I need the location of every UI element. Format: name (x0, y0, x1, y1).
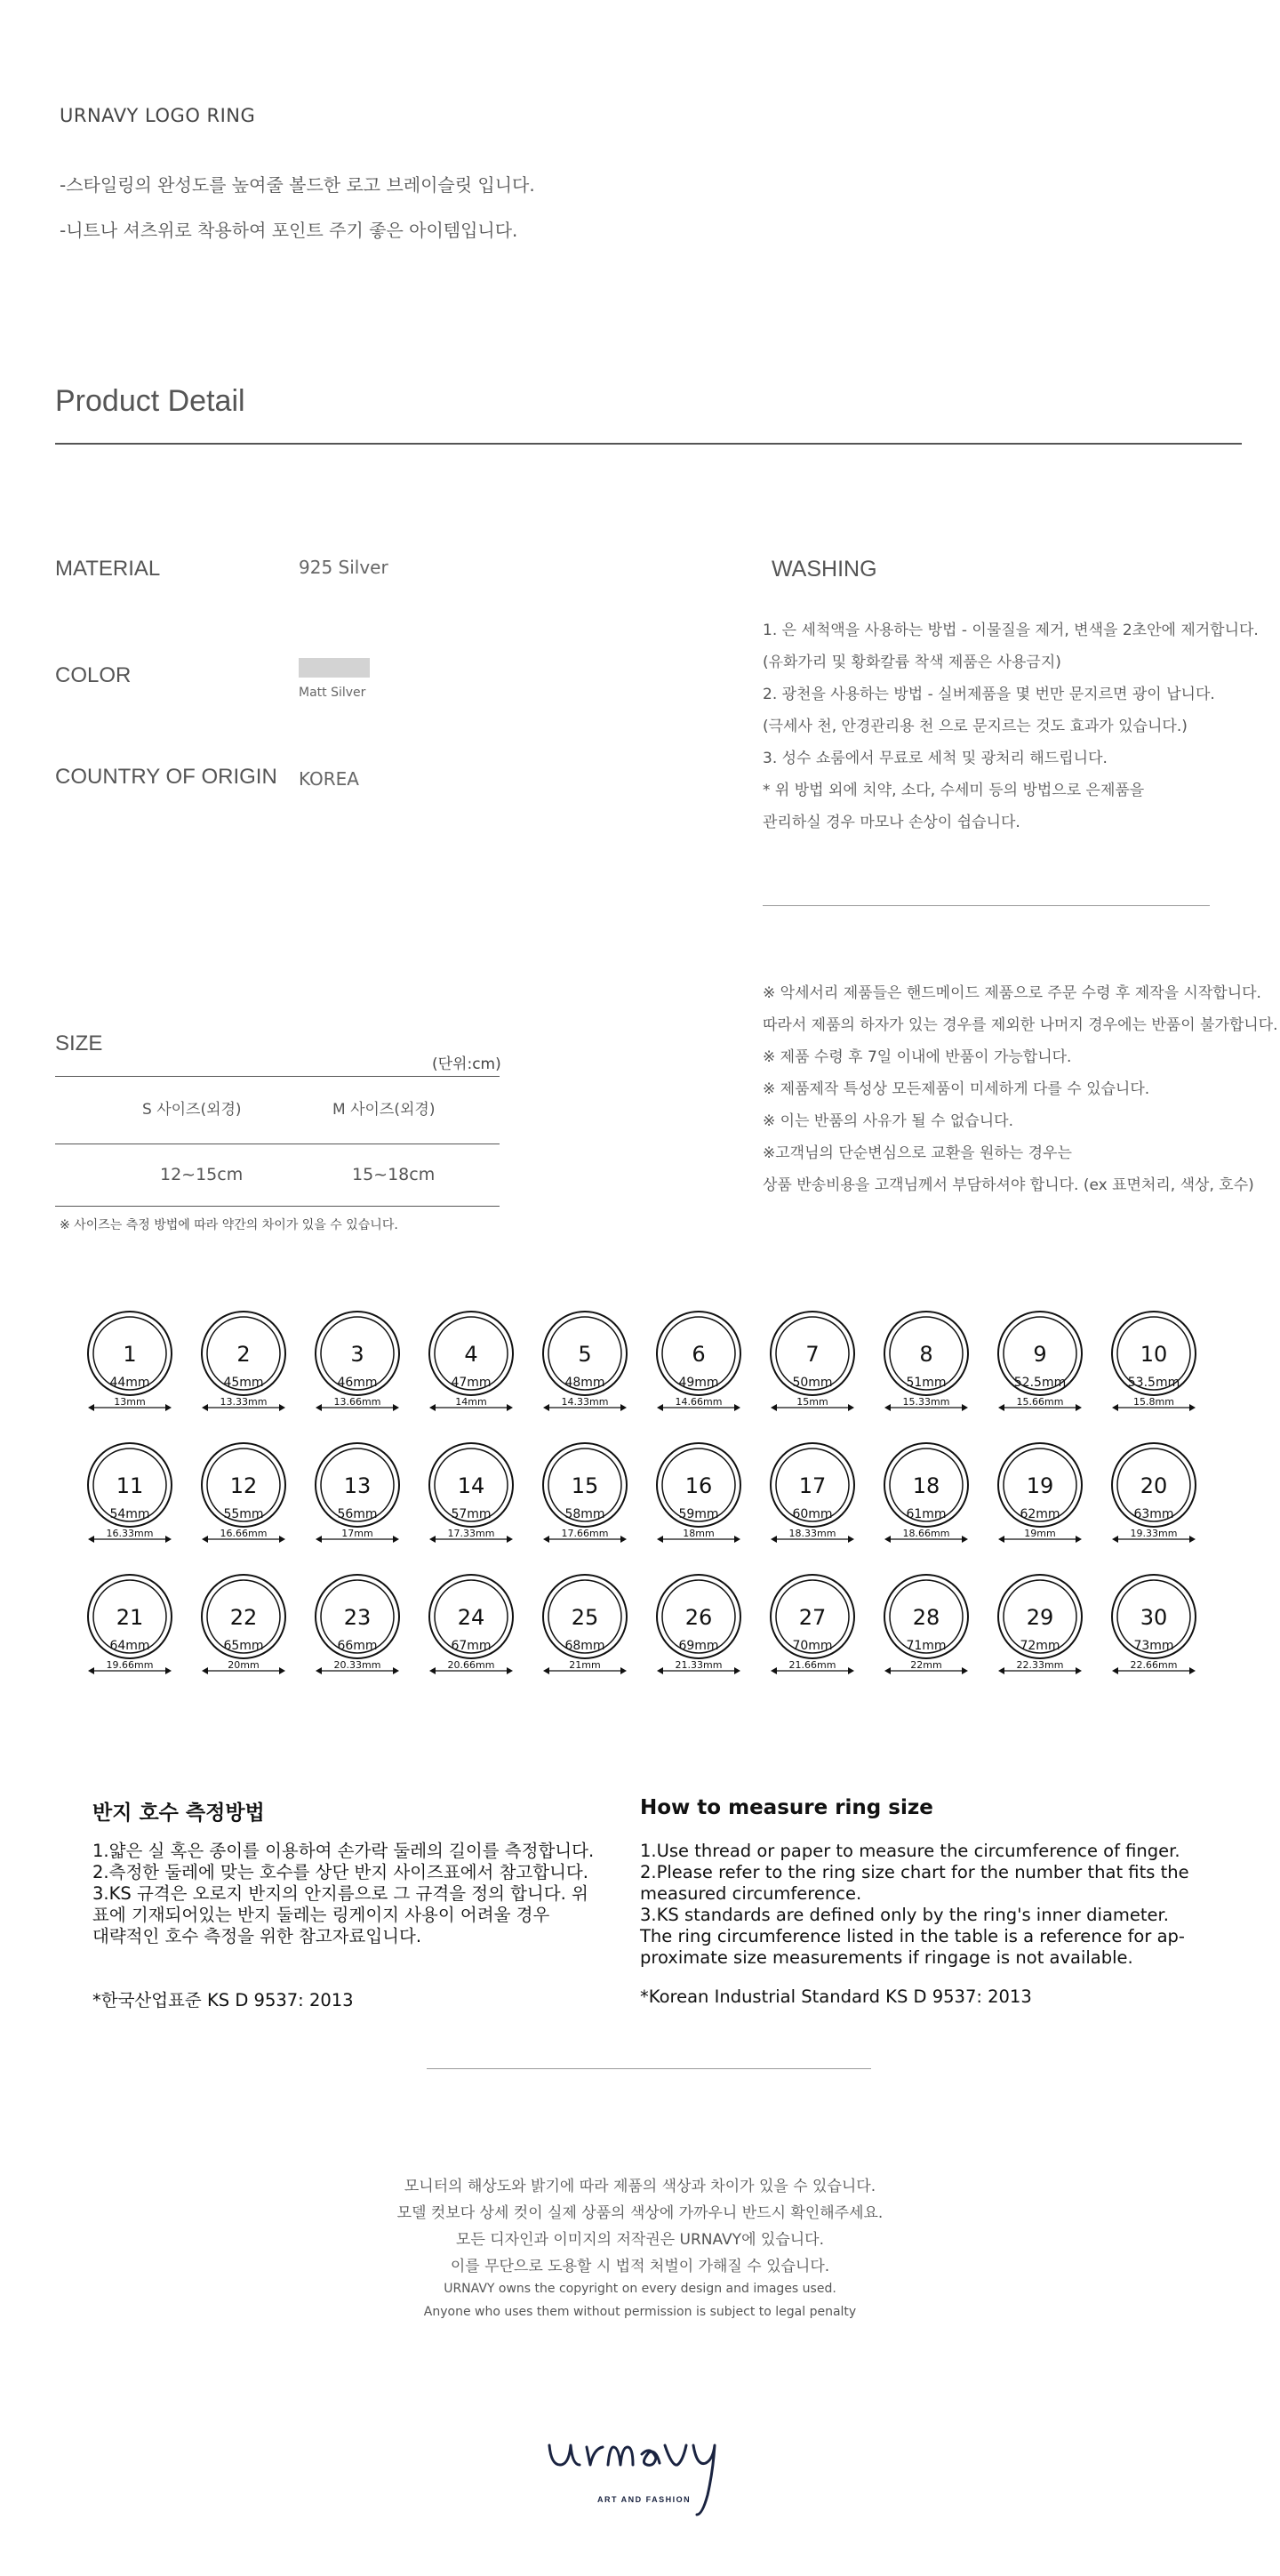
arrow-right-icon (620, 1404, 627, 1411)
measure-en-line: measured circumference. (640, 1883, 862, 1904)
measure-en-line: proximate size measurements if ringage is not available. (640, 1947, 1133, 1968)
ring-diameter-label: 22.66mm (1130, 1659, 1178, 1671)
arrow-right-icon (1076, 1536, 1082, 1543)
measure-en-body (640, 1841, 1209, 1969)
arrow-left-icon (657, 1536, 663, 1543)
arrow-left-icon (771, 1536, 777, 1543)
ring-size-number: 24 (457, 1605, 485, 1630)
washing-line: 2. 광천을 사용하는 방법 - 실버제품을 몇 번만 문지르면 광이 납니다. (763, 686, 1215, 703)
footer-ko-line: 이를 무단으로 도용할 시 법적 처벌이 가해질 수 있습니다. (450, 2258, 830, 2275)
color-label: COLOR (55, 663, 132, 687)
origin-value: KOREA (299, 768, 359, 790)
ring-circumference-label: 71mm (906, 1639, 947, 1653)
ring-size-number: 22 (229, 1605, 258, 1630)
arrow-right-icon (165, 1404, 172, 1411)
ring-circumference-label: 55mm (223, 1507, 264, 1521)
ring-size-item (771, 1443, 854, 1543)
ring-circumference-label: 51mm (906, 1376, 947, 1390)
washing-title: WASHING (772, 557, 877, 582)
product-name: URNAVY LOGO RING (60, 105, 256, 126)
notice-line: ※고객님의 단순변심으로 교환을 원하는 경우는 (763, 1144, 1072, 1162)
size-header-s: S 사이즈(외경) (142, 1101, 242, 1119)
arrow-right-icon (848, 1404, 854, 1411)
ring-size-item (202, 1312, 285, 1411)
arrow-left-icon (998, 1536, 1004, 1543)
footer-ko-line: 모니터의 해상도와 밝기에 따라 제품의 색상과 차이가 있을 수 있습니다. (404, 2178, 876, 2195)
arrow-right-icon (279, 1667, 285, 1674)
arrow-right-icon (962, 1667, 968, 1674)
footer-divider (427, 2068, 871, 2069)
ring-diameter-label: 14mm (455, 1396, 487, 1408)
ring-size-item (657, 1443, 740, 1543)
arrow-right-icon (165, 1536, 172, 1543)
color-swatch (299, 658, 370, 678)
ring-diameter-label: 13mm (114, 1396, 146, 1408)
arrow-right-icon (620, 1536, 627, 1543)
size-value-s: 12~15cm (160, 1165, 244, 1184)
ring-diameter-label: 13.33mm (220, 1396, 268, 1408)
arrow-left-icon (202, 1667, 208, 1674)
measure-en-line: The ring circumference listed in the table is a reference for ap- (640, 1926, 1185, 1946)
ring-size-number: 15 (571, 1473, 599, 1498)
ring-size-number: 14 (457, 1473, 485, 1498)
arrow-right-icon (962, 1404, 968, 1411)
arrow-right-icon (734, 1667, 740, 1674)
footer-en-line: URNAVY owns the copyright on every design and images used. (444, 2282, 836, 2296)
arrow-left-icon (202, 1404, 208, 1411)
ring-diameter-label: 14.66mm (675, 1396, 723, 1408)
arrow-left-icon (1112, 1667, 1118, 1674)
arrow-left-icon (316, 1667, 322, 1674)
arrow-left-icon (998, 1667, 1004, 1674)
arrow-right-icon (1189, 1404, 1196, 1411)
ring-size-item (88, 1443, 172, 1543)
ring-size-item (316, 1575, 399, 1674)
ring-size-number: 16 (684, 1473, 713, 1498)
ring-size-number: 25 (571, 1605, 599, 1630)
ring-diameter-label: 19.66mm (106, 1659, 154, 1671)
ring-size-item (202, 1443, 285, 1543)
arrow-right-icon (1189, 1536, 1196, 1543)
svg-text:ART AND FASHION: ART AND FASHION (597, 2495, 692, 2504)
size-title: SIZE (55, 1031, 103, 1055)
ring-size-item (1112, 1443, 1196, 1543)
washing-line: 3. 성수 쇼룸에서 무료로 세척 및 광처리 해드립니다. (763, 750, 1108, 767)
arrow-left-icon (429, 1404, 436, 1411)
ring-size-number: 19 (1026, 1473, 1054, 1498)
ring-size-number: 8 (919, 1342, 933, 1367)
ring-circumference-label: 47mm (451, 1376, 492, 1390)
arrow-right-icon (507, 1667, 513, 1674)
arrow-right-icon (1076, 1667, 1082, 1674)
ring-size-number: 12 (229, 1473, 258, 1498)
arrow-left-icon (202, 1536, 208, 1543)
ring-diameter-label: 16.33mm (106, 1528, 154, 1539)
ring-size-item (202, 1575, 285, 1674)
ring-circumference-label: 56mm (337, 1507, 378, 1521)
ring-size-item (429, 1443, 513, 1543)
arrow-left-icon (771, 1667, 777, 1674)
arrow-right-icon (962, 1536, 968, 1543)
ring-circumference-label: 62mm (1020, 1507, 1060, 1521)
arrow-left-icon (884, 1667, 891, 1674)
measure-ko-title: 반지 호수 측정방법 (92, 1802, 265, 1825)
product-detail-divider (55, 443, 1242, 445)
footer-en-line: Anyone who uses them without permission is subject to legal penalty (423, 2305, 857, 2319)
ring-diameter-label: 22.33mm (1016, 1659, 1064, 1671)
ring-size-item (316, 1443, 399, 1543)
size-table-rule-bottom (55, 1206, 500, 1207)
arrow-left-icon (657, 1667, 663, 1674)
arrow-left-icon (884, 1404, 891, 1411)
ring-diameter-label: 13.66mm (333, 1396, 381, 1408)
arrow-right-icon (393, 1667, 399, 1674)
arrow-left-icon (1112, 1536, 1118, 1543)
ring-circumference-label: 60mm (792, 1507, 833, 1521)
ring-diameter-label: 17mm (341, 1528, 373, 1539)
ring-circumference-label: 45mm (223, 1376, 264, 1390)
washing-line: 관리하실 경우 마모나 손상이 쉽습니다. (763, 814, 1020, 831)
washing-line: (극세사 천, 안경관리용 천 으로 문지르는 것도 효과가 있습니다.) (763, 718, 1188, 735)
ring-size-number: 6 (692, 1342, 706, 1367)
intro-line-2: -니트나 셔츠위로 착용하여 포인트 주기 좋은 아이템입니다. (60, 220, 518, 241)
ring-diameter-label: 19mm (1024, 1528, 1056, 1539)
measure-ko-line: 2.측정한 둘레에 맞는 호수를 상단 반지 사이즈표에서 참고합니다. (92, 1862, 588, 1882)
ring-size-item (998, 1443, 1082, 1543)
notice-line: ※ 이는 반품의 사유가 될 수 없습니다. (763, 1112, 1013, 1130)
ring-circumference-label: 69mm (678, 1639, 719, 1653)
ring-diameter-label: 17.33mm (447, 1528, 495, 1539)
ring-diameter-label: 14.33mm (561, 1396, 609, 1408)
ring-size-number: 23 (343, 1605, 372, 1630)
arrow-left-icon (771, 1404, 777, 1411)
ring-size-item (429, 1312, 513, 1411)
arrow-left-icon (316, 1404, 322, 1411)
ring-size-number: 30 (1140, 1605, 1168, 1630)
size-header-m: M 사이즈(외경) (332, 1101, 436, 1119)
ring-circumference-label: 64mm (109, 1639, 150, 1653)
ring-size-number: 18 (912, 1473, 940, 1498)
arrow-right-icon (848, 1667, 854, 1674)
arrow-right-icon (734, 1536, 740, 1543)
notice-line: ※ 제품제작 특성상 모든제품이 미세하게 다를 수 있습니다. (763, 1080, 1150, 1098)
urnavy-logo (542, 2410, 738, 2525)
ring-diameter-label: 16.66mm (220, 1528, 268, 1539)
ring-circumference-label: 52.5mm (1013, 1376, 1067, 1390)
arrow-right-icon (620, 1667, 627, 1674)
ring-circumference-label: 58mm (564, 1507, 605, 1521)
ring-size-number: 4 (464, 1342, 478, 1367)
size-note: ※ 사이즈는 측정 방법에 따라 약간의 차이가 있을 수 있습니다. (60, 1218, 398, 1232)
ring-circumference-label: 67mm (451, 1639, 492, 1653)
ring-size-number: 28 (912, 1605, 940, 1630)
notice-line: ※ 악세서리 제품들은 핸드메이드 제품으로 주문 수령 후 제작을 시작합니다. (763, 984, 1261, 1002)
ring-diameter-label: 21mm (569, 1659, 601, 1671)
ring-size-number: 13 (343, 1473, 372, 1498)
ring-size-item (543, 1443, 627, 1543)
ring-circumference-label: 46mm (337, 1376, 378, 1390)
notice-line: 따라서 제품의 하자가 있는 경우를 제외한 나머지 경우에는 반품이 불가합니다. (763, 1016, 1278, 1034)
arrow-left-icon (543, 1536, 549, 1543)
footer-ko-line: 모델 컷보다 상세 컷이 실제 상품의 색상에 가까우니 반드시 확인해주세요. (396, 2204, 884, 2222)
intro-line-1: -스타일링의 완성도를 높여줄 볼드한 로고 브레이슬릿 입니다. (60, 174, 535, 196)
ring-size-number: 5 (578, 1342, 592, 1367)
ring-circumference-label: 66mm (337, 1639, 378, 1653)
product-detail-title: Product Detail (55, 384, 245, 418)
ring-diameter-label: 21.33mm (675, 1659, 723, 1671)
ring-circumference-label: 49mm (678, 1376, 719, 1390)
ring-circumference-label: 48mm (564, 1376, 605, 1390)
ring-diameter-label: 22mm (910, 1659, 942, 1671)
color-name: Matt Silver (299, 686, 366, 700)
ring-diameter-label: 19.33mm (1130, 1528, 1178, 1539)
ring-circumference-label: 59mm (678, 1507, 719, 1521)
ring-size-item (884, 1312, 968, 1411)
ring-size-number: 20 (1140, 1473, 1168, 1498)
measure-en-line: 3.KS standards are defined only by the ring's inner diameter. (640, 1905, 1169, 1925)
washing-line: * 위 방법 외에 치약, 소다, 수세미 등의 방법으로 은제품을 (763, 782, 1145, 799)
ring-circumference-label: 54mm (109, 1507, 150, 1521)
ring-diameter-label: 18mm (683, 1528, 715, 1539)
ring-diameter-label: 18.66mm (902, 1528, 950, 1539)
ring-size-number: 11 (116, 1473, 144, 1498)
arrow-left-icon (543, 1404, 549, 1411)
ring-size-number: 2 (236, 1342, 251, 1367)
arrow-left-icon (316, 1536, 322, 1543)
ring-size-item (657, 1575, 740, 1674)
ring-circumference-label: 72mm (1020, 1639, 1060, 1653)
arrow-left-icon (88, 1536, 94, 1543)
measure-en-line: 2.Please refer to the ring size chart for the number that fits the (640, 1862, 1189, 1882)
ring-size-item (429, 1575, 513, 1674)
ring-size-item (543, 1575, 627, 1674)
ring-size-number: 29 (1026, 1605, 1054, 1630)
ring-size-number: 17 (798, 1473, 827, 1498)
ring-diameter-label: 15.8mm (1133, 1396, 1174, 1408)
ring-circumference-label: 57mm (451, 1507, 492, 1521)
ring-size-item (884, 1575, 968, 1674)
ring-circumference-label: 53.5mm (1127, 1376, 1180, 1390)
measure-ko-line: 표에 기재되어있는 반지 둘레는 링게이지 사용이 어려울 경우 (92, 1905, 550, 1925)
arrow-left-icon (88, 1667, 94, 1674)
arrow-right-icon (507, 1404, 513, 1411)
arrow-left-icon (657, 1404, 663, 1411)
ring-size-number: 21 (116, 1605, 144, 1630)
ring-diameter-label: 18.33mm (788, 1528, 836, 1539)
arrow-right-icon (393, 1536, 399, 1543)
material-value: 925 Silver (299, 557, 388, 578)
ring-size-item (657, 1312, 740, 1411)
notice-line: ※ 제품 수령 후 7일 이내에 반품이 가능합니다. (763, 1048, 1072, 1066)
ring-diameter-label: 21.66mm (788, 1659, 836, 1671)
washing-line: (유화가리 및 황화칼륨 착색 제품은 사용금지) (763, 654, 1061, 671)
ring-size-item (998, 1575, 1082, 1674)
size-table-rule-top (55, 1076, 500, 1077)
measure-ko-line: 1.얇은 실 혹은 종이를 이용하여 손가락 둘레의 길이를 측정합니다. (92, 1841, 595, 1861)
ring-circumference-label: 63mm (1133, 1507, 1174, 1521)
arrow-right-icon (848, 1536, 854, 1543)
ring-size-item (884, 1443, 968, 1543)
arrow-right-icon (734, 1404, 740, 1411)
ring-diameter-label: 15mm (796, 1396, 828, 1408)
ring-circumference-label: 73mm (1133, 1639, 1174, 1653)
ring-size-number: 1 (123, 1342, 137, 1367)
size-value-m: 15~18cm (352, 1165, 436, 1184)
arrow-right-icon (507, 1536, 513, 1543)
ring-size-number: 7 (805, 1342, 820, 1367)
measure-ko-standard: *한국산업표준 KS D 9537: 2013 (92, 1990, 354, 2010)
ring-circumference-label: 68mm (564, 1639, 605, 1653)
arrow-right-icon (279, 1404, 285, 1411)
measure-en-title: How to measure ring size (640, 1796, 933, 1819)
ring-size-item (771, 1575, 854, 1674)
ring-diameter-label: 17.66mm (561, 1528, 609, 1539)
ring-size-number: 9 (1033, 1342, 1047, 1367)
measure-ko-line: 대략적인 호수 측정을 위한 참고자료입니다. (92, 1926, 422, 1946)
arrow-left-icon (884, 1536, 891, 1543)
arrow-left-icon (88, 1404, 94, 1411)
arrow-right-icon (1189, 1667, 1196, 1674)
ring-size-item (316, 1312, 399, 1411)
material-label: MATERIAL (55, 557, 161, 581)
ring-diameter-label: 20mm (228, 1659, 260, 1671)
footer-ko-line: 모든 디자인과 이미지의 저작권은 URNAVY에 있습니다. (456, 2231, 824, 2249)
ring-size-item (88, 1312, 172, 1411)
ring-size-item (998, 1312, 1082, 1411)
origin-label: COUNTRY OF ORIGIN (55, 765, 277, 789)
ring-size-number: 27 (798, 1605, 827, 1630)
measure-en-standard: *Korean Industrial Standard KS D 9537: 2013 (640, 1986, 1032, 2007)
arrow-right-icon (1076, 1404, 1082, 1411)
size-unit: (단위:cm) (432, 1055, 501, 1073)
arrow-left-icon (429, 1536, 436, 1543)
ring-size-number: 3 (350, 1342, 364, 1367)
washing-line: 1. 은 세척액을 사용하는 방법 - 이물질을 제거, 변색을 2초안에 제거합니다. (763, 622, 1259, 639)
measure-ko-body (92, 1841, 595, 1947)
ring-diameter-label: 20.66mm (447, 1659, 495, 1671)
arrow-right-icon (393, 1404, 399, 1411)
ring-size-item (771, 1312, 854, 1411)
ring-diameter-label: 20.33mm (333, 1659, 381, 1671)
arrow-right-icon (165, 1667, 172, 1674)
measure-ko-line: 3.KS 규격은 오로지 반지의 안지름으로 그 규격을 정의 합니다. 위 (92, 1883, 588, 1904)
ring-circumference-label: 70mm (792, 1639, 833, 1653)
arrow-right-icon (279, 1536, 285, 1543)
ring-size-item (1112, 1575, 1196, 1674)
ring-circumference-label: 50mm (792, 1376, 833, 1390)
washing-divider (763, 905, 1210, 906)
ring-size-item (543, 1312, 627, 1411)
arrow-left-icon (1112, 1404, 1118, 1411)
arrow-left-icon (998, 1404, 1004, 1411)
ring-diameter-label: 15.66mm (1016, 1396, 1064, 1408)
ring-size-number: 10 (1140, 1342, 1168, 1367)
ring-size-item (1112, 1312, 1196, 1411)
ring-size-item (88, 1575, 172, 1674)
ring-circumference-label: 44mm (109, 1376, 150, 1390)
arrow-left-icon (429, 1667, 436, 1674)
ring-circumference-label: 61mm (906, 1507, 947, 1521)
arrow-left-icon (543, 1667, 549, 1674)
ring-size-number: 26 (684, 1605, 713, 1630)
ring-circumference-label: 65mm (223, 1639, 264, 1653)
measure-en-line: 1.Use thread or paper to measure the circumference of finger. (640, 1841, 1180, 1861)
ring-size-chart (87, 1307, 1207, 1698)
notice-line: 상품 반송비용을 고객님께서 부담하셔야 합니다. (ex 표면처리, 색상, 호수) (763, 1176, 1254, 1194)
ring-diameter-label: 15.33mm (902, 1396, 950, 1408)
